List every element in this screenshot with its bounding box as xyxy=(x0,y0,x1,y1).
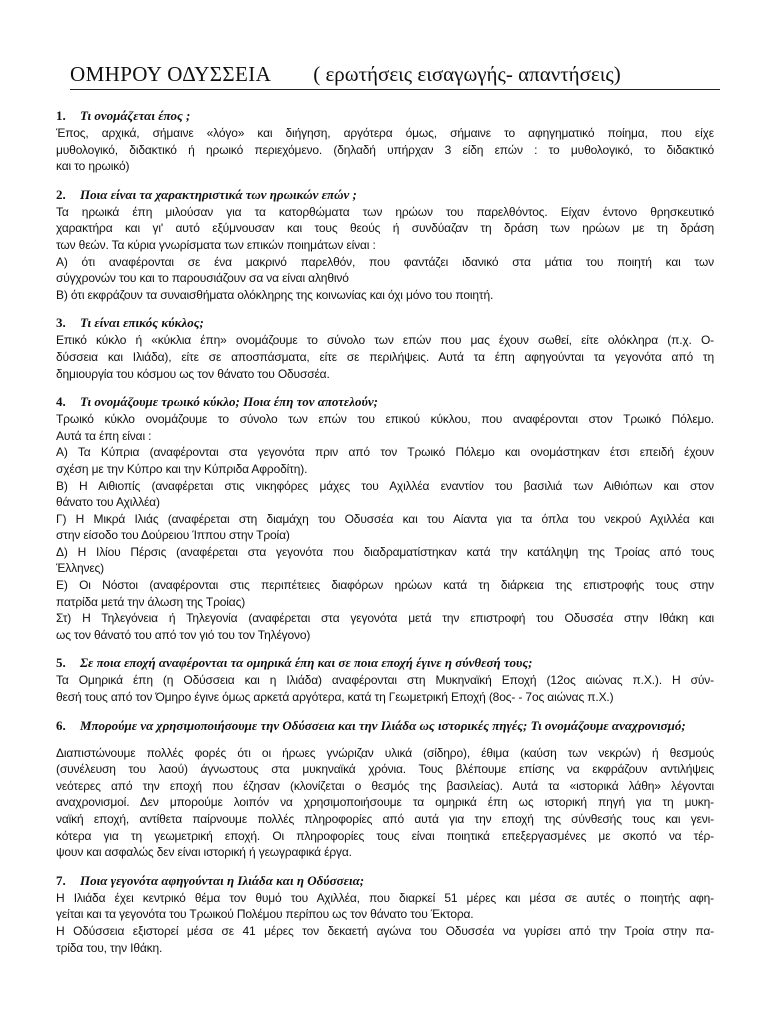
answer-line: Τρωικό κύκλο ονομάζουμε το σύνολο των επών του επικού κύκλου, που αναφέρονται στον Τρωικό Πόλεμο. xyxy=(56,412,714,427)
answer-line: δύσσεια και Ιλιάδα), είτε σε αποσπάσματα, είτε σε περιλήψεις. Αυτά τα έπη αφηγούνται τα γεγονότα από τη xyxy=(56,349,714,364)
question-number: 1. xyxy=(56,108,66,123)
answer-line: ναϊκή εποχή, αντίθετα παίρνουμε πολλές πληροφορίες από αυτά για την εποχή της σύνθεσής τους και γενι- xyxy=(56,812,714,826)
question-text: Σε ποια εποχή αναφέρονται τα ομηρικά έπη και σε ποια εποχή έγινε η σύνθεσή τους; xyxy=(80,655,533,671)
answer-line: Β) Η Αιθιοπίς (αναφέρεται στις νικηφόρες μάχες του Αχιλλέα εναντίον του βασιλιά των Αιθιόπων και στον xyxy=(56,478,714,493)
answer-line: Η Ιλιάδα έχει κεντρικό θέμα τον θυμό του Αχιλλέα, που διαρκεί 51 μέρες και μέσα σε αυτές ο ποιητής αφη- xyxy=(56,890,714,905)
answer-line: των θεών. Τα κύρια γνωρίσματα των επικών ποιημάτων είναι : xyxy=(56,237,376,252)
answer-line: Δ) Η Ιλίου Πέρσις (αναφέρεται στα γεγονότα που διαδραματίστηκαν κατά την κατάληψη της Τροίας από τους xyxy=(56,544,714,559)
answer-line: μυθολογικό, διδακτικό ή ηρωικό περιεχόμενο. (δηλαδή υπήρχαν 3 είδη επών : το μυθολογικό, το διδακτικό xyxy=(56,142,714,157)
answer-line: και το ηρωικό) xyxy=(56,159,130,174)
answer-line: τρίδα του, την Ιθάκη. xyxy=(56,940,163,955)
answer-line: Ε) Οι Νόστοι (αναφέρονται στις περιπέτειες διαφόρων ηρώων κατά τη διάρκεια της επιστροφής τους στην xyxy=(56,578,714,593)
answer-line: Επικό κύκλο ή «κύκλια έπη» ονομάζουμε το σύνολο των επών που μας έχουν σωθεί, είτε ολόκληρα (π.χ. Ο- xyxy=(56,333,714,348)
answer-line: Η Οδύσσεια εξιστορεί μέσα σε 41 μέρες τον δεκαετή αγώνα του Οδυσσέα να γυρίσει από την Τροία στην πα- xyxy=(56,923,714,938)
answer-line: αναχρονισμοί. Δεν μπορούμε λοιπόν να χρησιμοποιήσουμε τα ομηρικά έπη ως ιστορική πηγή για τη μυκη- xyxy=(56,795,714,810)
question-section xyxy=(56,394,714,643)
question-text: Ποια γεγονότα αφηγούνται η Ιλιάδα και η Οδύσσεια; xyxy=(80,872,365,888)
question-heading xyxy=(56,187,714,203)
answer-line: Β) ότι εκφράζουν τα συναισθήματα ολόκληρης της κοινωνίας και όχι μόνο του ποιητή. xyxy=(56,287,494,302)
document-header xyxy=(70,62,720,90)
answer-line: θάνατο του Αχιλλέα) xyxy=(56,495,160,510)
question-text: Τι ονομάζουμε τρωικό κύκλο; Ποια έπη τον αποτελούν; xyxy=(80,394,378,410)
question-section xyxy=(56,718,714,861)
question-number: 5. xyxy=(56,655,66,671)
answer-line: Έλληνες) xyxy=(56,561,105,576)
answer-line: χαρακτήρα και γι' αυτό εξύμνουσαν και τους θεούς ή συνδύαζαν τη δράση των ηρώων με τη δράση xyxy=(56,221,714,236)
answer-line: νεότερες από την εποχή που έζησαν (κλονίζεται ο θεσμός της βασιλείας). Αυτά τα «ιστορικά λάθη» λέγονται xyxy=(56,778,714,793)
answer-line: ψουν και ασφαλώς δεν είναι ιστορική ή γεωγραφικά έργα. xyxy=(56,845,352,860)
answer-line: στην είσοδο του Δούρειου Ίππου στην Τροία) xyxy=(56,528,290,543)
question-section xyxy=(56,655,714,705)
question-section xyxy=(56,873,714,956)
answer-line: Α) Τα Κύπρια (αναφέρονται στα γεγονότα πριν από τον Τρωικό Πόλεμο και ονομάστηκαν έτσι επειδή έχουν xyxy=(56,445,714,460)
question-text: Μπορούμε να χρησιμοποιήσουμε την Οδύσσεια και την Ιλιάδα ως ιστορικές πηγές; Τι ονομάζουμε αναχρονισμό; xyxy=(80,717,686,733)
question-number: 7. xyxy=(56,872,66,888)
document-title: ΟΜΗΡΟΥ ΟΔΥΣΣΕΙΑ xyxy=(70,62,272,86)
answer-line: κότερα για τη γεωμετρική εποχή. Οι πληροφορίες τους είναι ποιητικά επεξεργασμένες με σκοπό να τέρ- xyxy=(56,828,714,843)
question-heading xyxy=(56,108,714,124)
question-number: 2. xyxy=(56,186,66,202)
answer-line: Αυτά τα έπη είναι : xyxy=(56,428,152,443)
question-number: 6. xyxy=(56,717,66,733)
question-heading xyxy=(56,718,714,734)
answer-line: Τα Ομηρικά έπη (η Οδύσσεια και η Ιλιάδα) αναφέρονται στη Μυκηναϊκή Εποχή (12ος αιώνας π.Χ.). Η σύν- xyxy=(56,673,714,688)
document-content xyxy=(56,108,714,956)
spacer xyxy=(56,735,714,745)
answer-line: Έπος, αρχικά, σήμαινε «λόγο» και διήγηση, αργότερα όμως, σήμαινε το αφηγηματικό ποίημα, που είχε xyxy=(56,126,714,140)
answer-line: σύγχρονών του και το παρουσιάζουν σα να είναι αληθινό xyxy=(56,271,349,286)
answer-line: πατρίδα μετά την άλωση της Τροίας) xyxy=(56,594,246,609)
question-text: Τι ονομάζεται έπος ; xyxy=(80,108,191,123)
question-heading xyxy=(56,655,714,671)
answer-line: Γ) Η Μικρά Ιλιάς (αναφέρεται στη διαμάχη του Οδυσσέα και του Αίαντα για τα όπλα του νεκρού Αχιλλέα και xyxy=(56,511,714,526)
question-section xyxy=(56,315,714,382)
question-heading xyxy=(56,315,714,331)
question-heading xyxy=(56,873,714,889)
answer-line: δημιουργία του κόσμου ως τον θάνατο του Οδυσσέα. xyxy=(56,366,330,381)
question-heading xyxy=(56,394,714,410)
question-text: Ποια είναι τα χαρακτηριστικά των ηρωικών επών ; xyxy=(80,186,357,202)
document-subtitle: ( ερωτήσεις εισαγωγής- απαντήσεις) xyxy=(313,62,621,86)
answer-line: Διαπιστώνουμε πολλές φορές ότι οι ήρωες γνώριζαν υλικά (σίδηρο), έθιμα (καύση των νεκρών) ή θεσμούς xyxy=(56,745,714,760)
answer-line: (συνέλευση του λαού) άγνωστους στα μυκηναϊκά χρόνια. Τους βλέπουμε επίσης να εκφράζουν αντιλήψεις xyxy=(56,762,714,777)
question-section xyxy=(56,108,714,175)
answer-line: Τα ηρωικά έπη μιλούσαν για τα κατορθώματα των ηρώων του παρελθόντος. Είχαν έντονο θρησκευτικό xyxy=(56,204,714,219)
answer-line: γείται και τα γεγονότα του Τρωικού Πολέμου περίπου ως τον θάνατο του Έκτορα. xyxy=(56,907,474,922)
answer-line: θεσή τους από τον Όμηρο έγινε όμως αρκετά αργότερα, κατά τη Γεωμετρική Εποχή (8ος- - 7ος αιώνας π.Χ.) xyxy=(56,690,614,705)
question-number: 4. xyxy=(56,394,66,410)
question-number: 3. xyxy=(56,315,66,331)
answer-line: ως τον θάνατό του από τον γιό του τον Τηλέγονο) xyxy=(56,627,311,642)
question-text: Τι είναι επικός κύκλος; xyxy=(80,315,204,331)
answer-line: Α) ότι αναφέρονται σε ένα μακρινό παρελθόν, που φαντάζει ιδανικό στα μάτια του ποιητή και των xyxy=(56,254,714,269)
document-page xyxy=(56,62,714,968)
answer-line: Στ) Η Τηλεγόνεια ή Τηλεγονία (αναφέρεται στα γεγονότα μετά την επιστροφή του Οδυσσέα στην Ιθάκη και xyxy=(56,611,714,626)
answer-line: σχέση με την Κύπρο και την Κύπριδα Αφροδίτη). xyxy=(56,461,308,476)
question-section xyxy=(56,187,714,304)
